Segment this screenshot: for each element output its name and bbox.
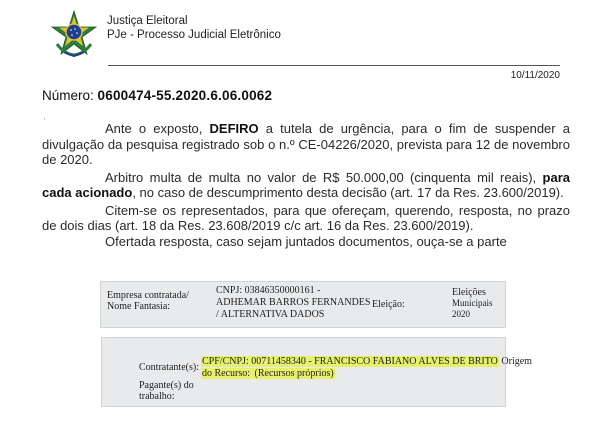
header-text <box>107 14 281 42</box>
header-line-pje: PJe - Processo Judicial Eletrônico <box>107 29 281 41</box>
paragraph-multa: Arbitro multa de multa no valor de R$ 50.000,00 (cinquenta mil reais), para cada acionado, no caso de descumprimento desta decisão (art. 17 da Res. 23.600/2019). <box>42 169 570 200</box>
paragraph-resposta: Ofertada resposta, caso sejam juntados documentos, ouça-se a parte <box>105 233 507 249</box>
nome-fantasia-label: Nome Fantasia: <box>107 301 171 312</box>
process-number-value: 0600474-55.2020.6.06.0062 <box>97 88 273 103</box>
decision-text <box>42 121 570 249</box>
eleicao-label: Eleição: <box>372 299 405 310</box>
header-divider <box>108 65 560 66</box>
empresa-cnpj: CNPJ: 03846350000161 - <box>216 285 321 296</box>
contratante-label: Contratante(s): <box>139 362 199 373</box>
trabalho-label: trabalho: <box>139 391 175 402</box>
empresa-nome: ADHEMAR BARROS FERNANDES <box>216 297 371 308</box>
brasao-republica-icon <box>50 10 98 58</box>
empresa-contratada-card <box>100 281 506 328</box>
eleicao-value-3: 2020 <box>452 309 470 319</box>
recursos-proprios-highlight: (Recursos próprios) <box>254 368 334 379</box>
empresa-fantasia: / ALTERNATIVA DADOS <box>216 309 325 320</box>
process-number-label: Número: <box>42 88 94 103</box>
eleicao-value-2: Municipais <box>452 298 493 308</box>
pagante-label: Pagante(s) do <box>139 380 194 391</box>
stray-mark: ' <box>44 117 46 126</box>
eleicao-value-1: Eleições <box>452 287 486 298</box>
defiro-emphasis: DEFIRO <box>209 121 259 136</box>
header-line-justica: Justiça Eleitoral <box>107 15 188 27</box>
contratante-card <box>101 337 532 407</box>
paragraph-defiro: Ante o exposto, DEFIRO a tutela de urgência, para o fim de suspender a divulgação da pesquisa registrado sob o n.º CE-04226/2020, prevista para 12 de novembro de 2020. <box>42 121 570 167</box>
empresa-label: Empresa contratada/ <box>107 290 189 301</box>
contratante-line-2: do Recurso: (Recursos próprios) <box>202 368 334 379</box>
paragraph-citacao: Citem-se os representados, para que ofereçam, querendo, resposta, no prazo de dois dias (art. 18 da Res. 23.608/2019 c/c art. 16 da Res. 23.600/2019). <box>42 202 570 233</box>
contratante-cpf-highlight: CPF/CNPJ: 00711458340 - FRANCISCO FABIANO ALVES DE BRITO <box>202 356 498 367</box>
contratante-line-1: CPF/CNPJ: 00711458340 - FRANCISCO FABIANO ALVES DE BRITO Origem <box>202 356 532 367</box>
document-date: 10/11/2020 <box>510 70 560 81</box>
process-number <box>42 88 272 103</box>
acionado-emphasis: para cada acionado <box>42 169 570 200</box>
